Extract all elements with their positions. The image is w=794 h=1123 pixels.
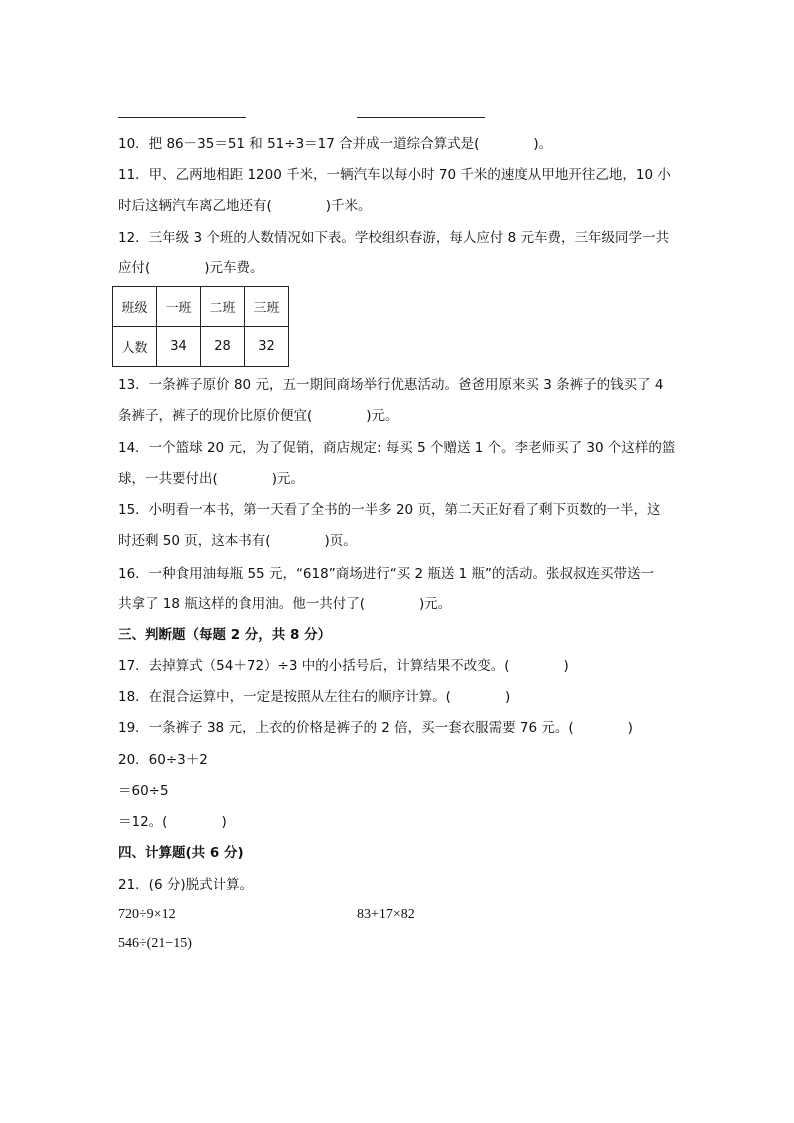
question-18: 18．在混合运算中，一定是按照从左往右的顺序计算。( )	[118, 689, 511, 705]
table-cell: 32	[245, 327, 289, 367]
answer-blank-line-2	[357, 117, 485, 118]
table-cell: 三班	[245, 287, 289, 327]
calc-expression-1: 720÷9×12	[118, 907, 176, 922]
question-20-line-1: 20．60÷3＋2	[118, 752, 208, 768]
question-12-line-2: 应付( )元车费。	[118, 260, 264, 276]
question-11-line-1: 11．甲、乙两地相距 1200 千米，一辆汽车以每小时 70 千米的速度从甲地开往乙地，10 小	[118, 167, 671, 183]
table-header-row	[113, 287, 289, 327]
question-20-line-3: ＝12。( )	[118, 814, 227, 830]
question-17: 17．去掉算式（54＋72）÷3 中的小括号后，计算结果不改变。( )	[118, 658, 569, 674]
question-14-line-1: 14．一个篮球 20 元，为了促销，商店规定: 每买 5 个赠送 1 个。李老师买了 30 个这样的篮	[118, 440, 676, 456]
question-19: 19．一条裤子 38 元，上衣的价格是裤子的 2 倍，买一套衣服需要 76 元。( )	[118, 720, 633, 736]
question-16-line-2: 共拿了 18 瓶这样的食用油。他一共付了( )元。	[118, 596, 452, 612]
table-cell: 二班	[201, 287, 245, 327]
answer-blank-line-1	[118, 117, 246, 118]
question-20-line-2: ＝60÷5	[118, 783, 169, 799]
question-15-line-1: 15．小明看一本书，第一天看了全书的一半多 20 页，第二天正好看了剩下页数的一半，这	[118, 502, 661, 518]
calc-expression-3: 546÷(21−15)	[118, 936, 192, 951]
question-12-line-1: 12．三年级 3 个班的人数情况如下表。学校组织春游，每人应付 8 元车费，三年级同学一共	[118, 230, 670, 246]
table-cell: 34	[157, 327, 201, 367]
table-row	[113, 327, 289, 367]
section-4-heading: 四、计算题(共 6 分)	[118, 845, 244, 861]
question-21: 21．(6 分)脱式计算。	[118, 877, 254, 893]
table-cell: 28	[201, 327, 245, 367]
question-10: 10．把 86－35＝51 和 51÷3＝17 合并成一道综合算式是( )。	[118, 136, 553, 152]
question-14-line-2: 球，一共要付出( )元。	[118, 471, 305, 487]
table-cell: 班级	[113, 287, 157, 327]
question-16-line-1: 16．一种食用油每瓶 55 元，“618”商场进行“买 2 瓶送 1 瓶”的活动。张叔叔连买带送一	[118, 566, 655, 582]
question-13-line-1: 13．一条裤子原价 80 元，五一期间商场举行优惠活动。爸爸用原来买 3 条裤子的钱买了 4	[118, 377, 664, 393]
question-13-line-2: 条裤子，裤子的现价比原价便宜( )元。	[118, 408, 399, 424]
calc-expression-2: 83+17×82	[357, 907, 415, 922]
table-cell: 人数	[113, 327, 157, 367]
section-3-heading: 三、判断题（每题 2 分，共 8 分）	[118, 627, 332, 643]
class-headcount-table	[112, 286, 289, 367]
question-15-line-2: 时还剩 50 页，这本书有( )页。	[118, 533, 357, 549]
table-cell: 一班	[157, 287, 201, 327]
question-11-line-2: 时后这辆汽车离乙地还有( )千米。	[118, 198, 372, 214]
